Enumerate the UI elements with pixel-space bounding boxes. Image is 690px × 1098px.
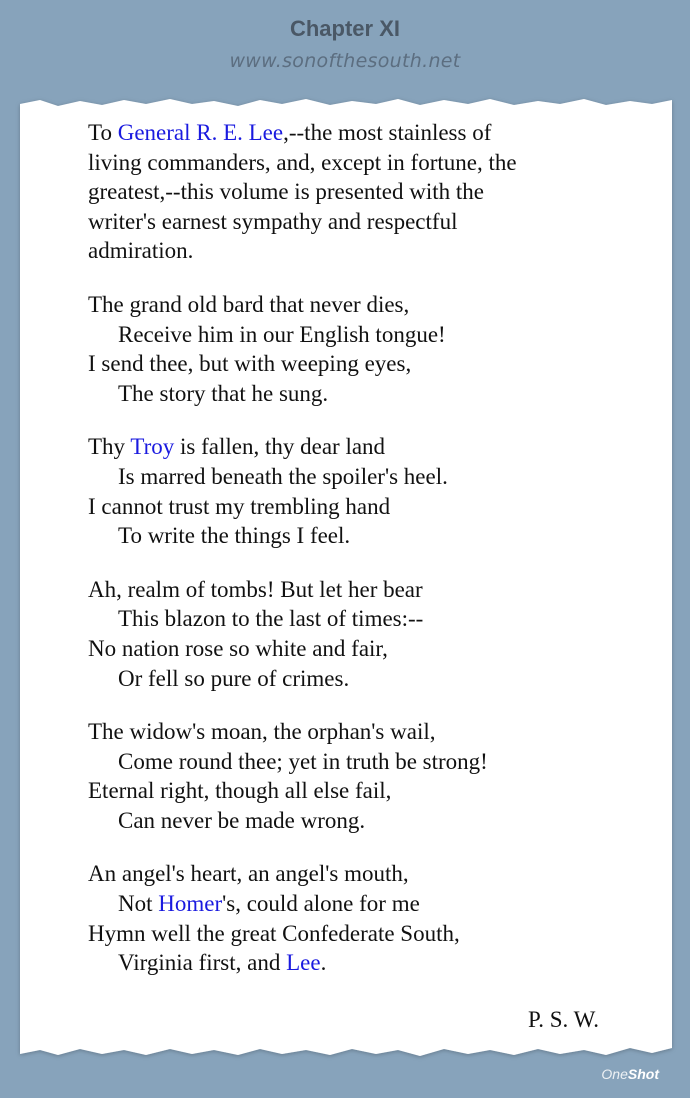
poem-stanza-4 bbox=[88, 717, 648, 835]
poem-line: This blazon to the last of times:-- bbox=[118, 606, 424, 632]
chapter-title: Chapter XI bbox=[289, 16, 401, 41]
poem-line: An angel's heart, an angel's mouth, bbox=[88, 861, 409, 887]
dedication-line-5: admiration. bbox=[88, 238, 194, 264]
lee-link[interactable]: Lee bbox=[286, 950, 321, 976]
poem-text: is fallen, thy dear land bbox=[174, 434, 386, 460]
poem-line bbox=[88, 889, 648, 919]
dedication-paragraph bbox=[88, 118, 648, 266]
troy-link[interactable]: Troy bbox=[130, 434, 175, 460]
poem-stanza-3 bbox=[88, 575, 648, 693]
dedication-line-1 bbox=[88, 118, 648, 148]
poem-line: Eternal right, though all else fail, bbox=[88, 778, 392, 804]
general-lee-link[interactable]: General R. E. Lee bbox=[117, 120, 284, 145]
poem-line bbox=[88, 432, 648, 462]
poem-line: The story that he sung. bbox=[118, 380, 329, 406]
dedication-line-2: living commanders, and, except in fortune, the bbox=[88, 149, 517, 175]
website-url[interactable]: www.sonofthesouth.net bbox=[229, 50, 461, 72]
brand-one: One bbox=[601, 1066, 628, 1082]
poem-line: To write the things I feel. bbox=[118, 523, 351, 549]
poem-line: Or fell so pure of crimes. bbox=[118, 665, 350, 691]
homer-link[interactable]: Homer bbox=[158, 891, 223, 917]
brand-shot: Shot bbox=[627, 1066, 659, 1082]
poem-line: I cannot trust my trembling hand bbox=[88, 493, 391, 519]
poem-text: 's, could alone for me bbox=[222, 891, 420, 917]
poem-text: Virginia first, and bbox=[118, 950, 287, 976]
poem-line: No nation rose so white and fair, bbox=[88, 635, 388, 661]
poem-line bbox=[88, 948, 648, 978]
poem-stanza-1 bbox=[88, 290, 648, 408]
poem-stanza-5 bbox=[88, 859, 648, 977]
dedication-line-3: greatest,--this volume is presented with the bbox=[88, 179, 485, 205]
dedication-suffix: ,--the most stainless of bbox=[283, 120, 492, 145]
poem-line: I send thee, but with weeping eyes, bbox=[88, 351, 412, 377]
poem-line: The widow's moan, the orphan's wail, bbox=[88, 719, 436, 745]
poem-line: Can never be made wrong. bbox=[118, 807, 366, 833]
dedication-prefix: To bbox=[88, 120, 118, 145]
chapter-content bbox=[88, 118, 648, 1002]
oneshot-brand-logo bbox=[601, 1066, 659, 1082]
poem-text: Not bbox=[118, 891, 159, 917]
poem-text: . bbox=[320, 950, 327, 976]
dedication-line-4: writer's earnest sympathy and respectful bbox=[88, 208, 458, 234]
author-signature: P. S. W. bbox=[528, 1007, 599, 1032]
poem-line: Ah, realm of tombs! But let her bear bbox=[88, 576, 423, 602]
poem-line: Come round thee; yet in truth be strong! bbox=[118, 748, 488, 774]
poem-line: Receive him in our English tongue! bbox=[118, 321, 446, 347]
poem-stanza-2 bbox=[88, 432, 648, 550]
poem-line: Hymn well the great Confederate South, bbox=[88, 920, 460, 946]
poem-line: The grand old bard that never dies, bbox=[88, 291, 410, 317]
poem-line: Is marred beneath the spoiler's heel. bbox=[118, 463, 448, 489]
poem-text: Thy bbox=[88, 434, 131, 460]
